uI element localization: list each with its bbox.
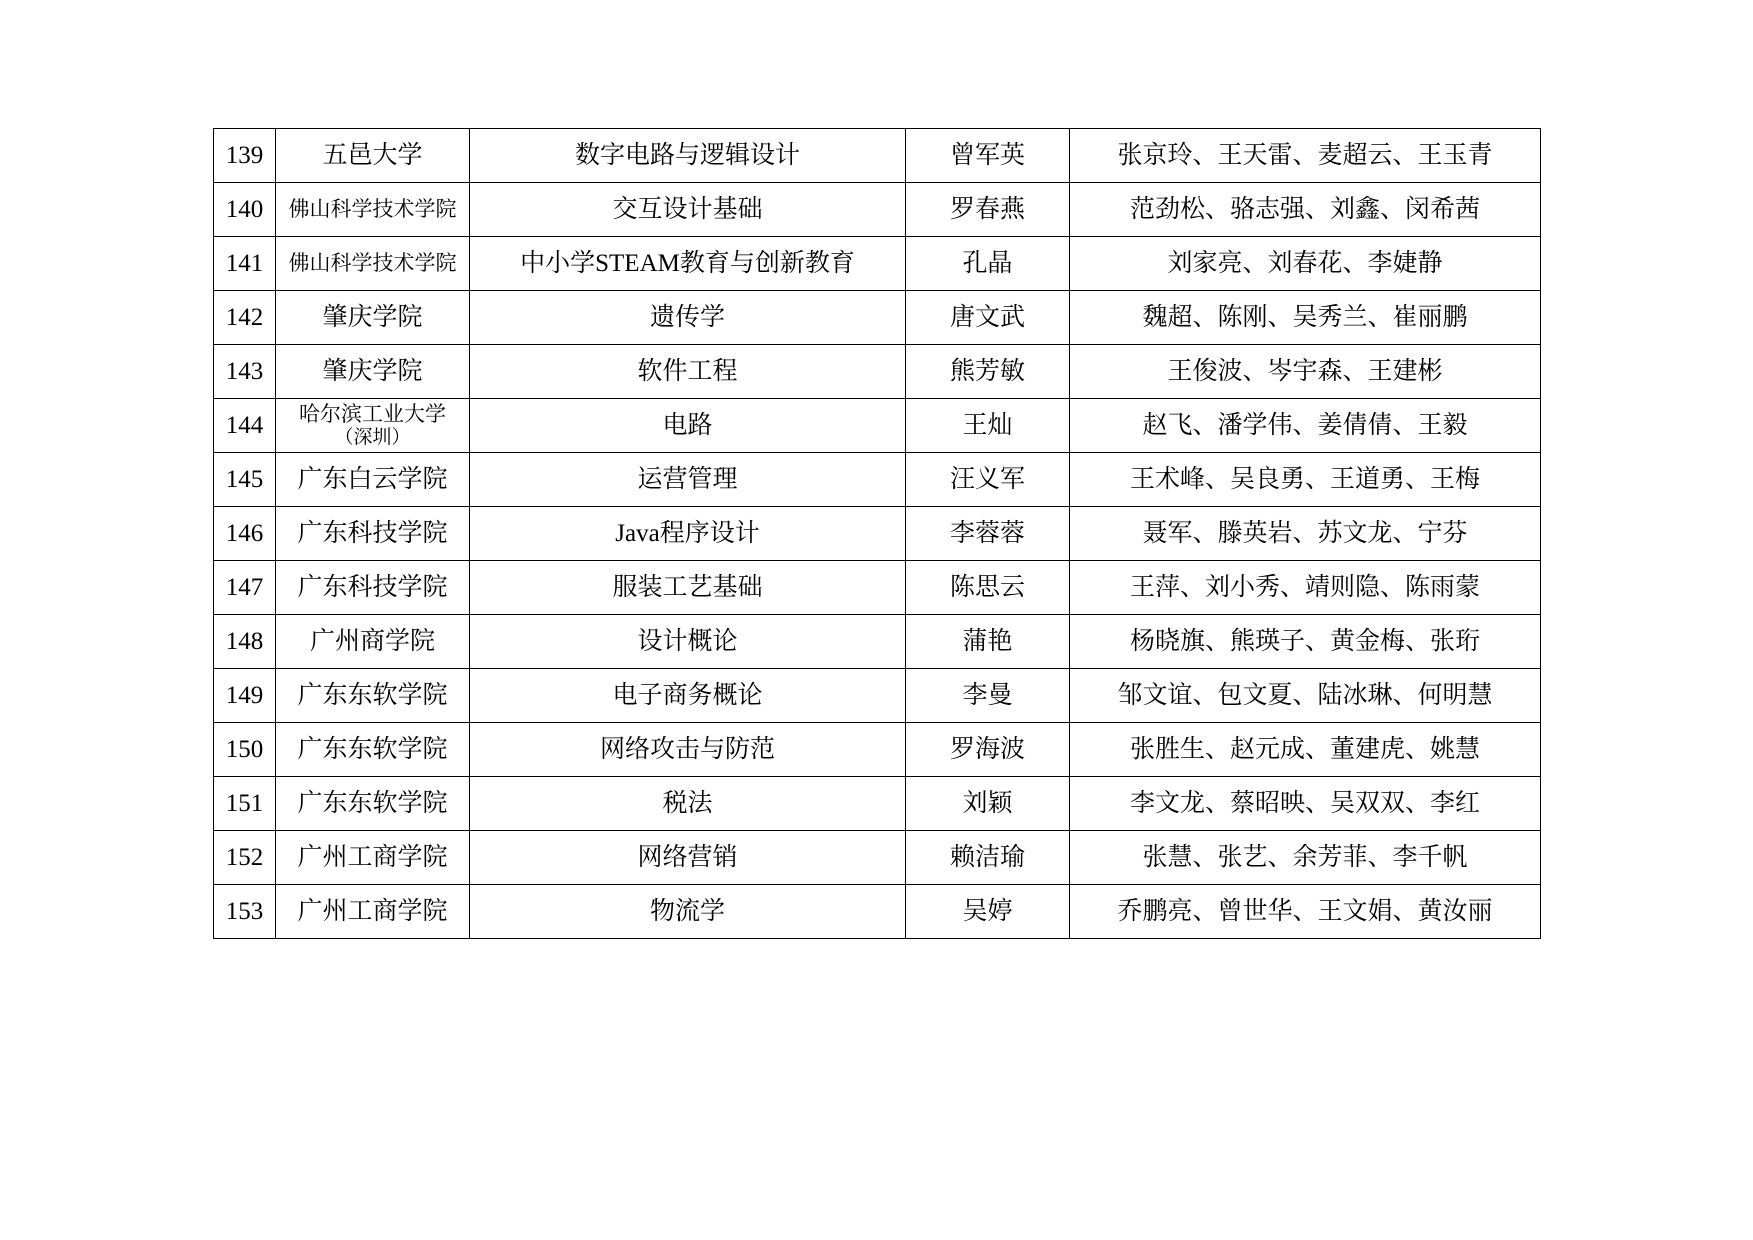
table-row [214,291,1541,345]
row-school: 五邑大学 [276,129,470,183]
row-members: 魏超、陈刚、吴秀兰、崔丽鹏 [1070,291,1541,345]
row-index: 153 [214,885,276,939]
table-row [214,561,1541,615]
row-index: 145 [214,453,276,507]
row-leader: 蒲艳 [906,615,1070,669]
table-row [214,129,1541,183]
table-row [214,345,1541,399]
row-school: 广州工商学院 [276,885,470,939]
row-index: 142 [214,291,276,345]
row-school: 佛山科学技术学院 [276,237,470,291]
row-leader: 汪义军 [906,453,1070,507]
row-leader: 陈思云 [906,561,1070,615]
row-members: 张胜生、赵元成、董建虎、姚慧 [1070,723,1541,777]
row-leader: 熊芳敏 [906,345,1070,399]
row-index: 150 [214,723,276,777]
table-row [214,507,1541,561]
row-members: 王萍、刘小秀、靖则隐、陈雨蒙 [1070,561,1541,615]
row-school: 广东白云学院 [276,453,470,507]
table-row [214,831,1541,885]
row-school: 广东东软学院 [276,669,470,723]
table-row [214,453,1541,507]
row-school: 广东东软学院 [276,777,470,831]
row-index: 152 [214,831,276,885]
row-index: 143 [214,345,276,399]
row-course: 网络营销 [470,831,906,885]
row-school [276,399,470,453]
row-members: 李文龙、蔡昭映、吴双双、李红 [1070,777,1541,831]
row-members: 张慧、张艺、余芳菲、李千帆 [1070,831,1541,885]
row-index: 148 [214,615,276,669]
course-list-table [213,128,1541,939]
table-body [214,129,1541,939]
row-school: 广东科技学院 [276,561,470,615]
table-row [214,183,1541,237]
row-school: 佛山科学技术学院 [276,183,470,237]
row-course: 软件工程 [470,345,906,399]
table-row [214,885,1541,939]
row-index: 146 [214,507,276,561]
row-leader: 罗春燕 [906,183,1070,237]
row-members: 张京玲、王天雷、麦超云、王玉青 [1070,129,1541,183]
row-school: 肇庆学院 [276,345,470,399]
row-school: 广州工商学院 [276,831,470,885]
row-index: 147 [214,561,276,615]
row-course: 电路 [470,399,906,453]
row-members: 范劲松、骆志强、刘鑫、闵希茜 [1070,183,1541,237]
table-row [214,777,1541,831]
row-leader: 刘颖 [906,777,1070,831]
row-index: 139 [214,129,276,183]
row-members: 王术峰、吴良勇、王道勇、王梅 [1070,453,1541,507]
row-course: 电子商务概论 [470,669,906,723]
row-members: 杨晓旗、熊瑛子、黄金梅、张珩 [1070,615,1541,669]
row-index: 141 [214,237,276,291]
row-course: 中小学STEAM教育与创新教育 [470,237,906,291]
school-line-2: （深圳） [334,426,411,448]
row-index: 151 [214,777,276,831]
row-leader: 王灿 [906,399,1070,453]
row-members: 赵飞、潘学伟、姜倩倩、王毅 [1070,399,1541,453]
row-course: 遗传学 [470,291,906,345]
table-row [214,669,1541,723]
row-school: 广东科技学院 [276,507,470,561]
row-leader: 罗海波 [906,723,1070,777]
row-members: 刘家亮、刘春花、李婕静 [1070,237,1541,291]
row-course: Java程序设计 [470,507,906,561]
row-index: 149 [214,669,276,723]
row-leader: 唐文武 [906,291,1070,345]
row-course: 网络攻击与防范 [470,723,906,777]
row-leader: 赖洁瑜 [906,831,1070,885]
table-row [214,399,1541,453]
table-row [214,723,1541,777]
row-school: 广东东软学院 [276,723,470,777]
row-course: 服装工艺基础 [470,561,906,615]
row-school: 广州商学院 [276,615,470,669]
row-leader: 曾军英 [906,129,1070,183]
row-members: 聂军、滕英岩、苏文龙、宁芬 [1070,507,1541,561]
row-course: 交互设计基础 [470,183,906,237]
row-school: 肇庆学院 [276,291,470,345]
row-index: 140 [214,183,276,237]
row-leader: 李蓉蓉 [906,507,1070,561]
school-line-1: 哈尔滨工业大学 [299,402,446,427]
row-members: 邹文谊、包文夏、陆冰琳、何明慧 [1070,669,1541,723]
row-leader: 孔晶 [906,237,1070,291]
table-row [214,237,1541,291]
row-leader: 吴婷 [906,885,1070,939]
row-course: 运营管理 [470,453,906,507]
row-course: 设计概论 [470,615,906,669]
row-course: 物流学 [470,885,906,939]
row-leader: 李曼 [906,669,1070,723]
row-members: 王俊波、岑宇森、王建彬 [1070,345,1541,399]
row-course: 数字电路与逻辑设计 [470,129,906,183]
table-row [214,615,1541,669]
row-members: 乔鹏亮、曾世华、王文娟、黄汝丽 [1070,885,1541,939]
row-index: 144 [214,399,276,453]
table-container [213,128,1540,939]
row-course: 税法 [470,777,906,831]
